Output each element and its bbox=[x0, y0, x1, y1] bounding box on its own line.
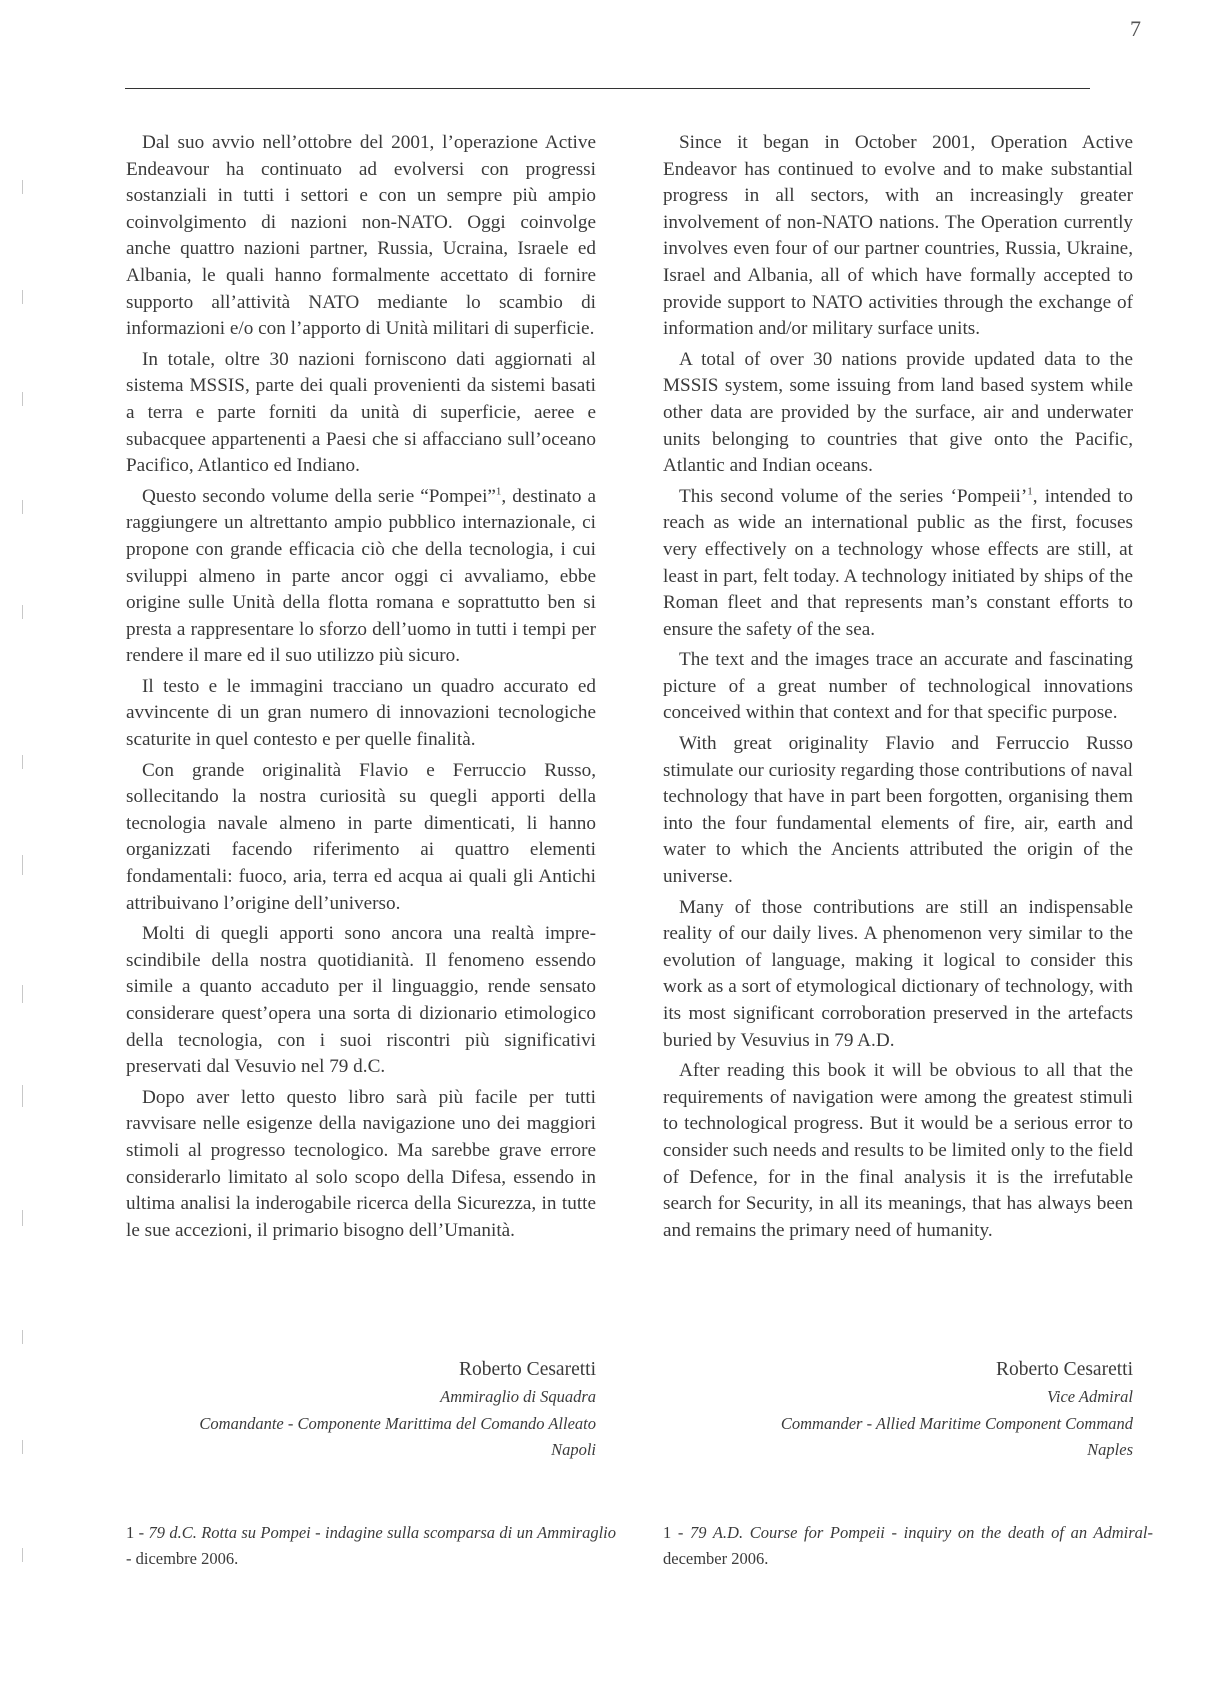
signature-name: Roberto Cesaretti bbox=[458, 1359, 596, 1380]
english-paragraph: After reading this book it will be obvious to all that the requirements of navigation were among the greatest stimuli to technological progress. But it would be a serious error to consider such needs and results to be limited only to the field of Defence, for in the final analysis it is the irrefutable search for Security, in all its meanings, that has always been and remains the primary need of humanity. bbox=[663, 1060, 1133, 1241]
signature-role: Comandante - Componente Marittima del Comando Alleato bbox=[199, 1413, 596, 1433]
footnote-date: - december 2006. bbox=[663, 1523, 1154, 1568]
scan-margin-mark bbox=[22, 180, 23, 194]
italian-footnote bbox=[126, 1520, 616, 1572]
scan-margin-mark bbox=[22, 500, 23, 514]
header-rule bbox=[125, 88, 1090, 89]
footnote-title: 79 d.C. Rotta su Pompei - indagine sulla scomparsa di un Ammiraglio bbox=[148, 1523, 617, 1542]
scan-margin-mark bbox=[22, 985, 23, 1003]
signature-rank: Ammiraglio di Squadra bbox=[440, 1387, 596, 1406]
english-paragraph: With great originality Flavio and Ferruccio Russo stimulate our curiosity regarding those contributions of naval technology that have in part been forgotten, organising them into the four fundamental elements of fire, air, earth and water to which the Ancients attributed the origin of the universe. bbox=[663, 733, 1133, 888]
english-paragraph bbox=[663, 484, 1133, 644]
english-footnote bbox=[663, 1520, 1153, 1572]
italian-paragraph: Dal suo avvio nell’ottobre del 2001, l’operazione Active Endeavour ha continuato ad evolversi con progressi sostanziali in tutti i settori e con un sempre più ampio coinvolgimento di nazioni non-NATO. Oggi coinvolge anche quattro nazioni partner, Russia, Ucraina, Israele ed Albania, le quali hanno formalmente accettato di fornire supporto all’attività NATO mediante lo scambio di informazioni e/o con l’apporto di Unità militari di superficie. bbox=[126, 132, 596, 340]
signature-rank: Vice Admiral bbox=[1047, 1387, 1133, 1406]
italian-paragraph: Dopo aver letto questo libro sarà più facile per tutti ravvisare nelle esigenze della navigazione uno dei maggiori stimoli al progresso tecnologico. Ma sarebbe grave errore considerarlo limitato al solo scopo della Difesa, essendo in ultima analisi la inderogabile ricerca della Sicurezza, in tutte le sue accezioni, il primario bisogno dell’Umanità. bbox=[126, 1086, 596, 1241]
italian-paragraph: In totale, oltre 30 nazioni forniscono dati aggiornati al sistema MSSIS, parte dei quali provenienti da sistemi basati a terra e parte forniti da unità di superficie, aeree e subacquee appartenenti a Paesi che si affacciano sull’oceano Pacifico, Atlantico ed Indiano. bbox=[126, 348, 596, 477]
scan-margin-mark bbox=[22, 1210, 23, 1226]
signature-name: Roberto Cesaretti bbox=[995, 1359, 1133, 1380]
italian-paragraph: Il testo e le immagini tracciano un quadro accurato ed avvincente di un gran numero di innovazioni tecnologiche scaturite in quel contesto e per quelle finalità. bbox=[126, 675, 596, 751]
italian-paragraph-text: Questo secondo volume della serie “Pompei” bbox=[142, 485, 496, 507]
scan-margin-mark bbox=[22, 1440, 23, 1454]
footnote-title: 79 A.D. Course for Pompeii - inquiry on the death of an Admiral bbox=[690, 1523, 1148, 1542]
page-number: 7 bbox=[1130, 16, 1141, 41]
scan-margin-mark bbox=[22, 855, 23, 875]
scan-margin-mark bbox=[22, 1548, 23, 1562]
english-signature bbox=[663, 1356, 1133, 1464]
italian-paragraph: Molti di quegli apporti sono ancora una realtà imprescindibile della nostra quotidianità. Il fenomeno essendo simile a quanto accaduto per il linguaggio, rende sensato considerare quest’opera una sorta di dizionario etimologico della tecnologia, con i suoi riscontri più significativi preservati dal Vesuvio nel 79 d.C. bbox=[126, 923, 596, 1078]
scan-margin-mark bbox=[22, 605, 23, 619]
signature-role: Commander - Allied Maritime Component Command bbox=[780, 1413, 1133, 1433]
italian-paragraph-text: , destinato a raggiungere un altrettanto ampio pubblico internazionale, ci propone con grande efficacia ciò che della tecnologia, i cui sviluppi almeno in parte ancor oggi ci avvaliamo, ebbe origine sulle Unità della flotta romana e soprattutto ben si presta a rappresentare lo sforzo dell’uomo in tutti i tempi per rendere il mare ed il suo utilizzo più sicuro. bbox=[126, 485, 596, 667]
english-paragraph: The text and the images trace an accurate and fascinating picture of a great number of technological innovations conceived within that context and for that specific purpose. bbox=[663, 649, 1133, 724]
italian-paragraph: Con grande originalità Flavio e Ferruccio Russo, sollecitando la nostra curiosità su quegli apporti della tecnologia navale almeno in parte dimenticati, li hanno organizzati facendo riferimento ai quattro elementi fondamentali: fuoco, aria, terra ed acqua ai quali gli Antichi attribuivano l’origine dell’universo. bbox=[126, 759, 596, 914]
italian-signature bbox=[126, 1356, 596, 1464]
english-paragraph-text: This second volume of the series ‘Pompeii’ bbox=[679, 485, 1028, 507]
signature-city: Napoli bbox=[551, 1440, 596, 1459]
footnote-reference: 1 bbox=[495, 485, 502, 498]
italian-paragraph bbox=[126, 484, 596, 670]
scan-margin-mark bbox=[22, 290, 23, 304]
scan-margin-mark bbox=[22, 392, 23, 406]
english-paragraph-text: , intended to reach as wide an international public as the first, focuses very effectively on a technology whose effects are still, at least in part, felt today. A technology initiated by ships of the Roman fleet and that represents man’s constant efforts to ensure the safety of the sea. bbox=[663, 485, 1133, 640]
footnote-marker: 1 - bbox=[663, 1523, 691, 1542]
italian-column bbox=[126, 130, 596, 1248]
english-paragraph: Since it began in October 2001, Operation Active Endeavor has continued to evolve and to make substantial progress in all sectors, with an increasingly greater involvement of non-NATO nations. The Operation currently involves even four of our partner countries, Russia, Ukraine, Israel and Albania, all of which have formally accepted to provide support to NATO activities through the exchange of information and/or military surface units. bbox=[663, 132, 1133, 340]
signature-city: Naples bbox=[1087, 1440, 1133, 1459]
footnote-date: - dicembre 2006. bbox=[126, 1549, 239, 1568]
footnote-reference: 1 bbox=[1027, 485, 1033, 498]
scan-margin-mark bbox=[22, 1330, 23, 1344]
english-paragraph: Many of those contributions are still an indispensable reality of our daily lives. A phenomenon very similar to the evolution of language, making it logical to consider this work as a sort of etymological dictionary of technology, with its most significant corroboration preserved in the artefacts buried by Vesuvius in 79 A.D. bbox=[663, 896, 1133, 1051]
footnote-marker: 1 - bbox=[126, 1523, 149, 1542]
scan-margin-mark bbox=[22, 1085, 23, 1107]
scan-margin-mark bbox=[22, 755, 23, 769]
english-column bbox=[663, 130, 1133, 1248]
english-paragraph: A total of over 30 nations provide updated data to the MSSIS system, some issuing from land based system while other data are provided by the surface, air and underwater units belonging to countries that give onto the Pacific, Atlantic and Indian oceans. bbox=[663, 348, 1133, 477]
